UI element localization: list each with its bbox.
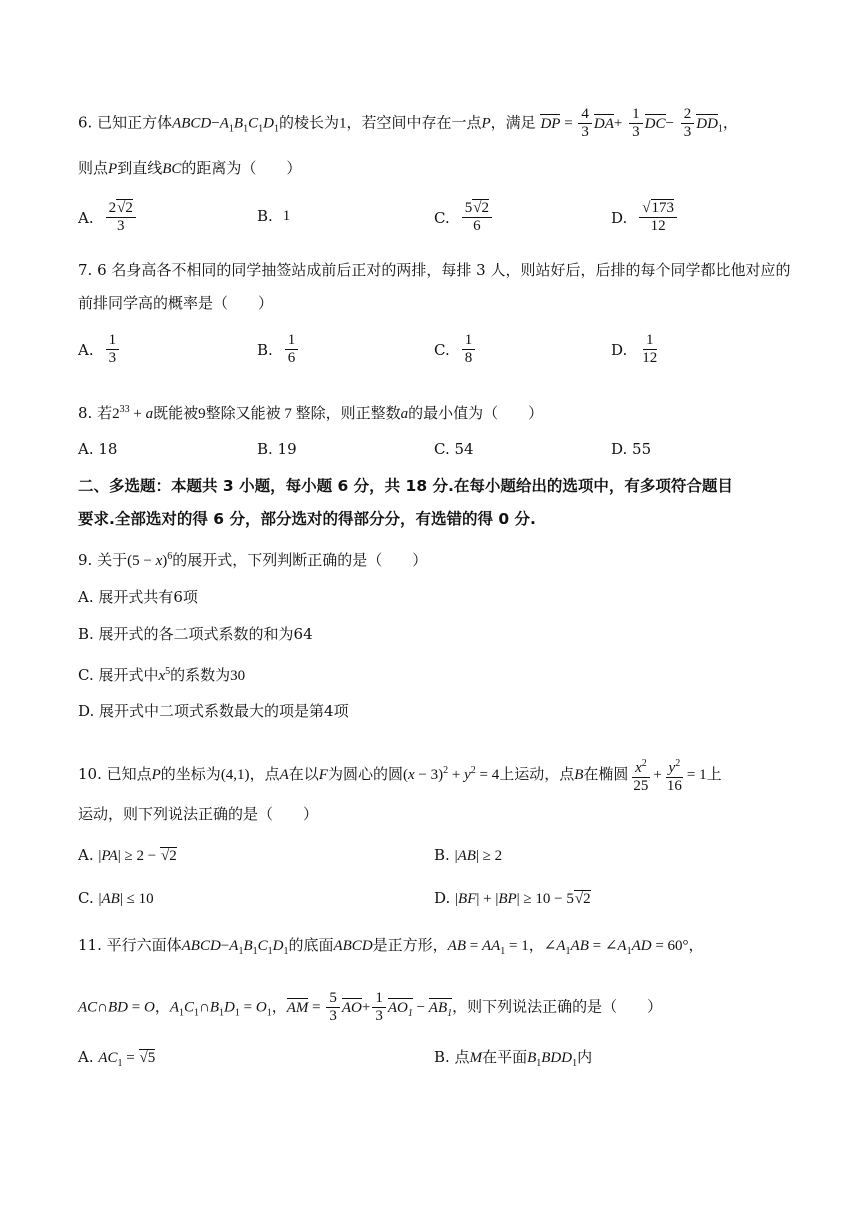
q6-option-a: A. $\frac{2√2}{3}$ <box>78 200 138 235</box>
q9-option-d: D. 展开式中二项式系数最大的项是第4项 <box>78 702 349 720</box>
q11-stem-line2: AC∩BD = O，$A_1C_1\cap B_1D_1 = O_1$，AM = $\frac{5}{3}$ AO+ $\frac{1}{3}$ $AO_1 - AB_1$，则下列说法正确的是（ ） <box>78 990 663 1024</box>
q7-option-a: A. $\frac{1}{3}$ <box>78 332 121 367</box>
q10-option-a: A. |PA| ≥ 2 − √2 <box>78 846 177 864</box>
q11-stem-line1: 11. 平行六面体$ABCD-A_1B_1C_1D_1$的底面ABCD是正方形，AB = $AA_1 = 1$，$\angle A_1AB$ = $\angle A_1AD = 60^\circ$， <box>78 936 704 957</box>
q8-option-a: A. 18 <box>78 440 118 458</box>
q10-stem-line2: 运动，则下列说法正确的是（ ） <box>78 805 319 823</box>
section2-heading-line1: 二、多选题：本题共 3 小题，每小题 6 分，共 18 分.在每小题给出的选项中，有多项符合题目 <box>78 477 733 495</box>
q8-option-d: D. 55 <box>611 440 652 458</box>
q8-option-c: C. 54 <box>434 440 474 458</box>
q6-stem-line1: 6. 已知正方体$ABCD-A_1B_1C_1D_1$的棱长为1，若空间中存在一点P，满足 DP = $\frac{4}{3}$ DA+ $\frac{1}{3}$ DC− $\frac{2}{3}$ $DD_1$， <box>78 106 738 140</box>
q7-stem-line1: 7. 6 名身高各不相同的同学抽签站成前后正对的两排，每排 3 人，则站好后，后排的每个同学都比他对应的 <box>78 261 791 279</box>
q8-stem: 8. 若$2^{33} + a$既能被9整除又能被 7 整除，则正整数a的最小值为（ ） <box>78 404 544 422</box>
q10-option-c: C. |AB| ≤ 10 <box>78 889 154 907</box>
q7-option-c: C. $\frac{1}{8}$ <box>434 332 477 367</box>
q9-option-a: A. 展开式共有6项 <box>78 588 198 606</box>
q7-option-d: D. $\frac{1}{12}$ <box>611 332 658 366</box>
q6-option-c: C. $\frac{5√2}{6}$ <box>434 200 494 235</box>
q10-stem-line1: 10. 已知点P的坐标为(4,1)，点A在以F为圆心的圆$(x - 3)^2 + y^2 = 4$上运动，点B在椭圆 $\frac{x^2}{25}$ + $\frac{y^2}{16}$ = 1上 <box>78 755 722 795</box>
q7-stem-line2: 前排同学高的概率是（ ） <box>78 294 274 312</box>
q10-option-b: B. |AB| ≥ 2 <box>434 846 503 864</box>
q10-option-d: D. |BF| + |BP| ≥ 10 − 5√2 <box>434 889 591 907</box>
q11-option-b: B. 点M在平面$B_1BDD_1$内 <box>434 1048 593 1069</box>
q6-option-d: D. $\frac{√173}{12}$ <box>611 200 679 235</box>
q6-option-b: B. 1 <box>257 207 291 225</box>
section2-heading-line2: 要求.全部选对的得 6 分，部分选对的得部分分，有选错的得 0 分. <box>78 510 536 528</box>
q11-option-a: A. $AC_1 = √5$ <box>78 1048 156 1069</box>
q6-stem-line2: 则点P到直线BC的距离为（ ） <box>78 159 302 177</box>
q8-option-b: B. 19 <box>257 440 297 458</box>
q7-option-b: B. $\frac{1}{6}$ <box>257 332 300 367</box>
q9-option-b: B. 展开式的各二项式系数的和为64 <box>78 625 313 643</box>
q9-stem: 9. 关于$(5 - x)^6$的展开式，下列判断正确的是（ ） <box>78 551 428 569</box>
q9-option-c: C. 展开式中$x^5$的系数为30 <box>78 666 246 684</box>
